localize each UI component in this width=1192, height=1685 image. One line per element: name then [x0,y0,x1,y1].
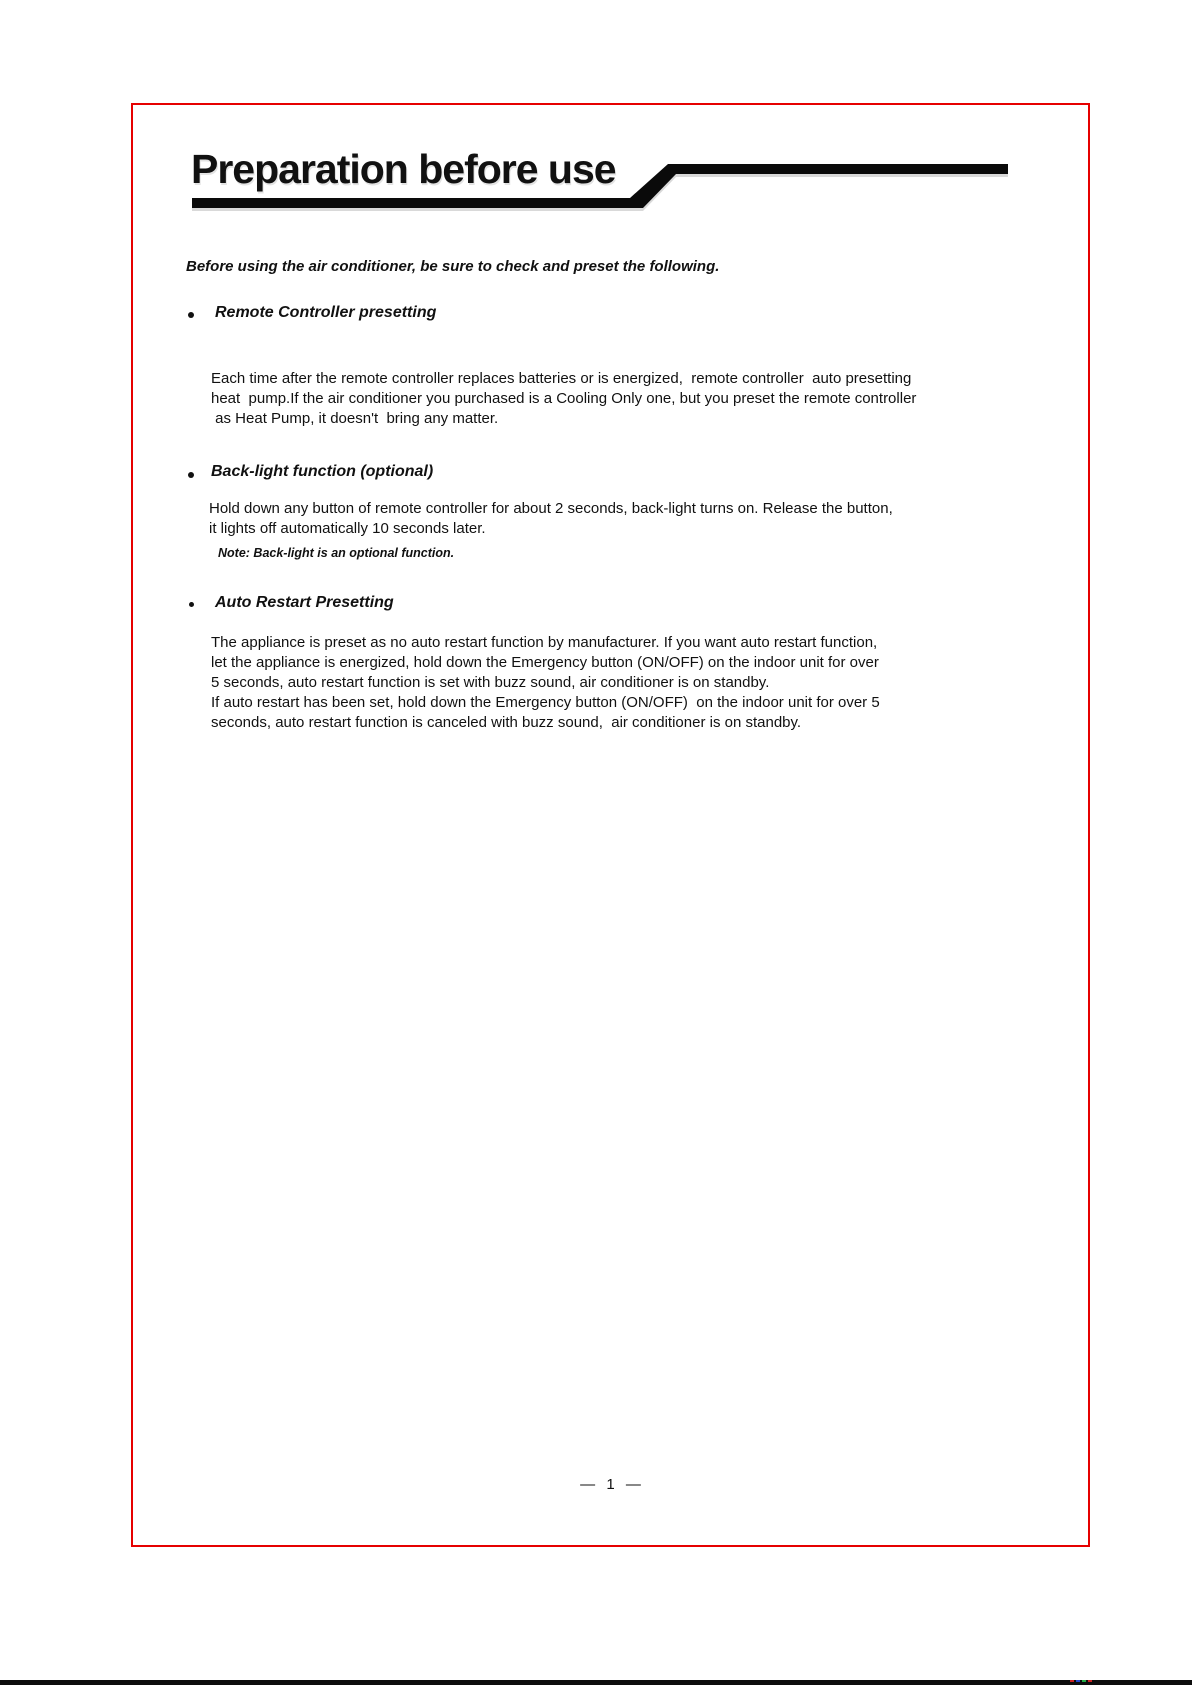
paragraph-line: The appliance is preset as no auto restart function by manufacturer. If you want auto restart function, [211,634,878,651]
section-heading-auto-restart: Auto Restart Presetting [215,594,394,611]
intro-text: Before using the air conditioner, be sure to check and preset the following. [186,258,720,275]
backlight-note: Note: Back-light is an optional function. [218,546,455,560]
paragraph-line: let the appliance is energized, hold down the Emergency button (ON/OFF) on the indoor unit for over [211,654,879,671]
paragraph-line: 5 seconds, auto restart function is set with buzz sound, air conditioner is on standby. [211,674,770,691]
paragraph-line: seconds, auto restart function is canceled with buzz sound, air conditioner is on standby. [211,714,802,731]
paragraph-line: it lights off automatically 10 seconds later. [209,520,486,537]
section-heading-backlight: Back-light function (optional) [211,463,434,480]
print-artifact [1082,1680,1086,1682]
page-number: — 1 — [580,1476,641,1493]
bullet-icon [188,472,194,478]
bullet-icon [189,602,194,607]
section-paragraph [211,693,880,733]
section-paragraph [211,369,916,429]
paragraph-line: If auto restart has been set, hold down the Emergency button (ON/OFF) on the indoor unit for over 5 [211,694,880,711]
print-artifact [1070,1680,1074,1682]
section-paragraph [209,499,893,539]
print-artifact [1088,1680,1092,1682]
paragraph-line: Each time after the remote controller replaces batteries or is energized, remote controller auto presetting [211,370,912,387]
section-heading-remote-controller: Remote Controller presetting [215,304,437,321]
paragraph-line: heat pump.If the air conditioner you purchased is a Cooling Only one, but you preset the remote controller [211,390,917,407]
section-paragraph [211,633,879,693]
header-swoosh-rule-icon [131,103,1092,223]
print-artifact [1076,1680,1080,1682]
paragraph-line: as Heat Pump, it doesn't bring any matter. [211,410,499,427]
bottom-edge-bar [0,1680,1192,1685]
paragraph-line: Hold down any button of remote controller for about 2 seconds, back-light turns on. Release the button, [209,500,893,517]
bullet-icon [188,312,194,318]
page-title: Preparation before use [191,146,616,192]
